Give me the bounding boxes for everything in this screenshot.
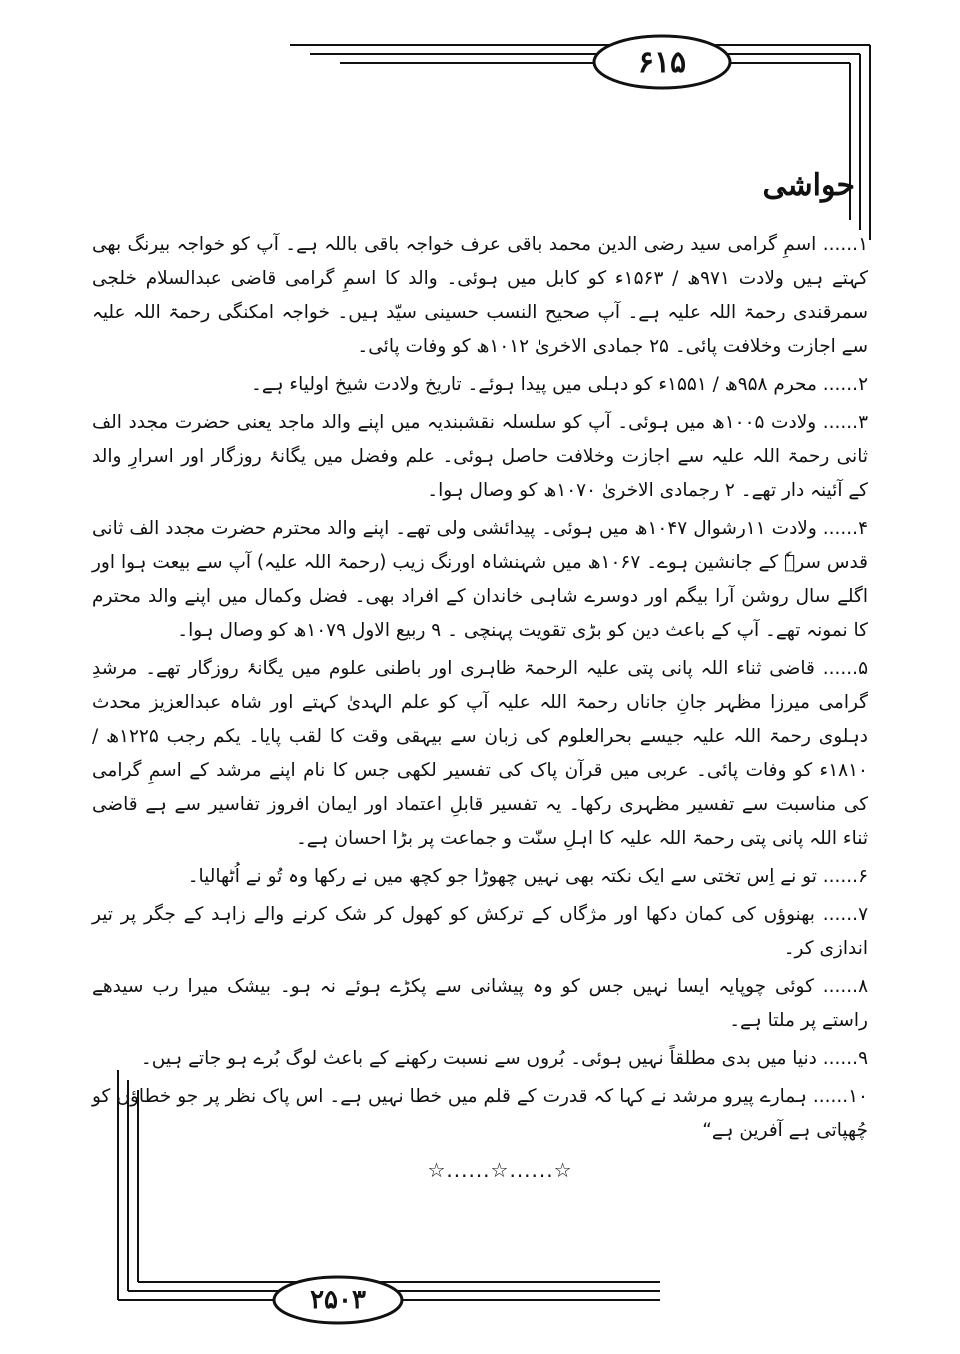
footnote-8: ۸...... کوئی چوپایہ ایسا نہیں جس کو وہ پیشانی سے پکڑے ہوئے نہ ہو۔ بیشک میرا رب سیدھے راستے پر ملتا ہے۔ <box>92 976 868 1031</box>
footnotes-list <box>92 228 868 1152</box>
footnote-10: ۱۰...... ہمارے پیرو مرشد نے کہا کہ قدرت کے قلم میں خطا نہیں ہے۔ اس پاک نظر پر جو خطاؤں کو چُھپاتی ہے آفرین ہے“ <box>92 1086 868 1141</box>
page-number-top: ۶۱۵ <box>637 45 687 80</box>
page-heading: حواشی <box>762 168 855 203</box>
footnote-2: ۲...... محرم ۹۵۸ھ / ۱۵۵۱ء کو دہلی میں پیدا ہوئے۔ تاریخ ولادت شیخ اولیاء ہے۔ <box>251 374 868 395</box>
footnote-6: ۶...... تو نے اِس تختی سے ایک نکتہ بھی نہیں چھوڑا جو کچھ میں نے رکھا وہ تُو نے اُٹھالیا۔ <box>187 866 868 887</box>
footnote-9: ۹...... دنیا میں بدی مطلقاً نہیں ہوئی۔ بُروں سے نسبت رکھنے کے باعث لوگ بُرے ہو جاتے ہیں۔ <box>140 1048 868 1069</box>
page-number-bottom: ۲۵۰۳ <box>310 1285 366 1315</box>
footnote-1: ۱...... اسمِ گرامی سید رضی الدین محمد باقی عرف خواجہ باقی باللہ ہے۔ آپ کو خواجہ بیرنگ بھی کہتے ہیں ولادت ۹۷۱ھ / ۱۵۶۳ء کو کابل میں ہوئی۔ والد کا اسمِ گرامی قاضی عبدالسلام خلجی سمرقندی رحمۃ اللہ علیہ ہے۔ آپ صحیح النسب حسینی سیّد ہیں۔ خواجہ امکنگی رحمۃ اللہ علیہ سے اجازت وخلافت پائی۔ ۲۵ جمادی الاخریٰ ۱۰۱۲ھ کو وفات پائی۔ <box>92 234 869 357</box>
section-end-stars: ☆......☆......☆ <box>427 1158 573 1182</box>
footnote-4: ۴...... ولادت ۱۱رشوال ۱۰۴۷ھ میں ہوئی۔ پیدائشی ولی تھے۔ اپنے والد محترم حضرت مجدد الف ثانی قدس سرہٗ کے جانشین ہوے۔ ۱۰۶۷ھ میں شہنشاہ اورنگ زیب (رحمۃ اللہ علیہ) آپ سے بیعت ہوا اور اگلے سال روشن آرا بیگم اور دوسرے شاہی خاندان کے افراد بھی۔ فضل وکمال میں اپنے والد محترم کا نمونہ تھے۔ آپ کے باعث دین کو بڑی تقویت پہنچی ۔ ۹ ربیع الاول ۱۰۷۹ھ کو وصال ہوا۔ <box>92 518 869 641</box>
footnote-5: ۵...... قاضی ثناء اللہ پانی پتی علیہ الرحمۃ ظاہری اور باطنی علوم میں یگانۂ روزگار تھے۔ مرشدِ گرامی میرزا مظہر جانِ جاناں رحمۃ اللہ علیہ آپ کو علم الہدیٰ کہتے اور شاہ عبدالعزیز محدث دہلوی رحمۃ اللہ علیہ جیسے بحرالعلوم کی زبان سے بیہقی وقت کا لقب پایا۔ یکم رجب ۱۲۲۵ھ / ۱۸۱۰ء کو وفات پائی۔ عربی میں قرآن پاک کی تفسیر لکھی جس کا نام اپنے مرشد کے اسمِ گرامی کی مناسبت سے تفسیر مظہری رکھا۔ یہ تفسیر قابلِ اعتماد اور ایمان افروز تفاسیر سے ہے قاضی ثناء اللہ پانی پتی رحمۃ اللہ علیہ کا اہلِ سنّت و جماعت پر بڑا احسان ہے۔ <box>92 658 868 849</box>
footnote-7: ۷...... بھنوؤں کی کمان دکھا اور مژگاں کے ترکش کو کھول کر شک کرنے والے زاہد کے جگر پر تیر اندازی کر۔ <box>92 904 868 959</box>
footnote-3: ۳...... ولادت ۱۰۰۵ھ میں ہوئی۔ آپ کو سلسلہ نقشبندیہ میں اپنے والد ماجد یعنی حضرت مجدد الف ثانی رحمۃ اللہ علیہ سے اجازت وخلافت حاصل ہوئی۔ علم وفضل میں یگانۂ روزگار اور اسرارِ والد کے آئینہ دار تھے۔ ۲ رجمادی الاخریٰ ۱۰۷۰ھ کو وصال ہوا۔ <box>92 412 869 501</box>
